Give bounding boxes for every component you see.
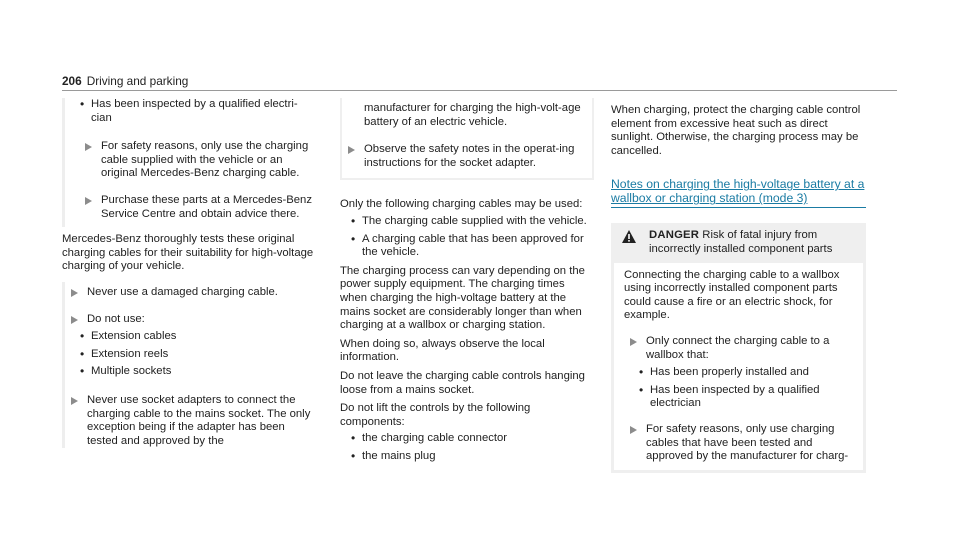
arrow-icon — [630, 426, 637, 434]
list-item: • Extension reels — [79, 348, 314, 362]
paragraph: Do not lift the controls by the following components: — [340, 402, 531, 428]
list-item: • the mains plug — [350, 450, 594, 464]
paragraph: Mercedes-Benz thoroughly tests these original charging cables for their suitability for high-voltage charging of your vehicle. — [62, 233, 314, 273]
list-item: • A charging cable that has been approved for the vehicle. — [350, 233, 594, 260]
column-3 — [611, 98, 866, 473]
list-item: • Has been inspected by a qualified electrician — [638, 384, 855, 411]
paragraph: manufacturer for charging the high-volt-age battery of an electric vehicle. — [364, 102, 581, 128]
danger-heading: Risk of fatal injury from incorrectly installed component parts — [649, 229, 833, 255]
list-item: • the charging cable connector — [350, 432, 594, 446]
danger-header — [611, 223, 866, 262]
chapter-title: Driving and parking — [86, 74, 189, 88]
continued-box — [62, 98, 314, 227]
list-item: • Has been properly installed and — [638, 366, 855, 380]
instruction-step — [65, 394, 314, 448]
arrow-icon — [71, 316, 78, 324]
paragraph: The charging process can vary depending on the power supply equipment. The charging times when charging the high-voltage battery at the mains socket are considerably longer than when charging at a wallbox or charging station. — [340, 264, 585, 332]
step-text: Observe the safety notes in the operat-ing instructions for the socket adapter. — [364, 143, 575, 169]
arrow-icon — [71, 289, 78, 297]
page-header — [62, 74, 188, 88]
column-1 — [62, 98, 314, 448]
list-item: • Extension cables — [79, 330, 314, 344]
continued-box — [340, 98, 594, 180]
list-item: • The charging cable supplied with the vehicle. — [350, 215, 594, 229]
paragraph: Do not leave the charging cable controls hanging loose from a mains socket. — [340, 369, 585, 396]
step-text: Only connect the charging cable to a wallbox that: — [646, 334, 830, 361]
paragraph: Only the following charging cables may be used: — [340, 198, 583, 211]
step-text: Never use a damaged charging cable. — [87, 285, 278, 298]
step-text: Do not use: — [87, 312, 145, 325]
step-text: For safety reasons, only use the charging cable supplied with the vehicle or an original Mercedes-Benz charging cable. — [101, 140, 309, 180]
instruction-step — [342, 143, 584, 170]
step-text: Purchase these parts at a Mercedes-Benz Service Centre and obtain advice there. — [101, 193, 312, 220]
section-heading — [611, 177, 866, 208]
arrow-icon — [85, 143, 92, 151]
list-item: • Has been inspected by a qualified electri- cian — [79, 98, 314, 125]
step-text: For safety reasons, only use charging cables that have been tested and approved by the manufacturer for charg- — [646, 422, 849, 463]
danger-label: DANGER — [649, 229, 700, 242]
header-rule — [62, 90, 897, 91]
list-item: • Multiple sockets — [79, 365, 314, 379]
arrow-icon — [348, 146, 355, 154]
paragraph: Connecting the charging cable to a wallbox using incorrectly installed component parts could cause a fire or an electric shock, for example. — [624, 268, 840, 322]
arrow-icon — [85, 197, 92, 205]
step-text: Never use socket adapters to connect the charging cable to the mains socket. The only exception being if the adapter has been tested and approved by the — [87, 393, 311, 447]
instruction-step — [624, 335, 855, 362]
column-2 — [340, 98, 594, 463]
section-heading-text: Notes on charging the high-voltage battery at a wallbox or charging station (mode 3) — [611, 177, 865, 206]
warning-triangle-icon — [622, 230, 636, 248]
instruction-step — [65, 282, 314, 300]
danger-body — [611, 263, 866, 473]
page-number: 206 — [62, 74, 82, 88]
arrow-icon — [71, 397, 78, 405]
warning-box — [62, 282, 314, 448]
instruction-step — [624, 423, 855, 464]
instruction-step — [79, 194, 314, 227]
instruction-step — [79, 140, 314, 181]
instruction-step — [65, 313, 314, 327]
danger-box — [611, 223, 866, 472]
paragraph: When charging, protect the charging cable control element from excessive heat such as direct sunlight. Otherwise, the charging process may be cancelled. — [611, 104, 861, 157]
paragraph: When doing so, always observe the local information. — [340, 337, 545, 364]
arrow-icon — [630, 338, 637, 346]
